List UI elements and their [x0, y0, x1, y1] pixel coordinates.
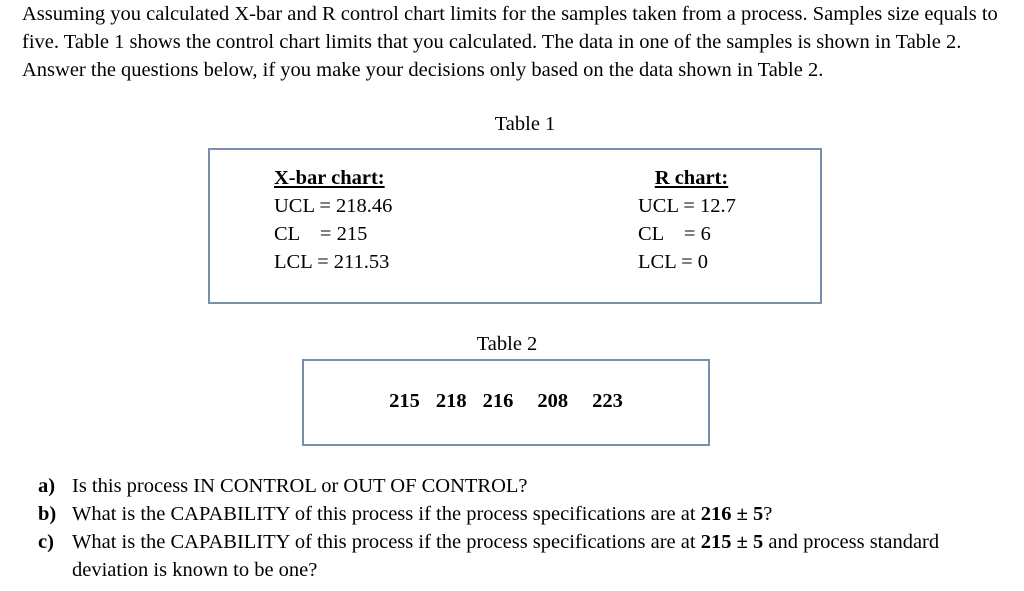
sample-value: 223: [592, 390, 623, 412]
question-label: a): [38, 475, 56, 497]
r-ucl: UCL = 12.7: [638, 195, 736, 217]
table2-sample-data: [302, 359, 710, 446]
r-cl: CL = 6: [638, 223, 711, 245]
table1-caption: Table 1: [494, 113, 556, 135]
question-label: c): [38, 531, 54, 553]
question-label: b): [38, 503, 57, 525]
table2-caption: Table 2: [476, 333, 538, 355]
sample-value: 215: [389, 390, 420, 412]
table1-control-limits: [208, 148, 822, 304]
spec-value: 215 ± 5: [700, 531, 764, 553]
xbar-lcl: LCL = 211.53: [274, 251, 390, 273]
xbar-chart-header: X-bar chart:: [274, 167, 385, 189]
questions-list: [38, 472, 998, 584]
r-lcl: LCL = 0: [638, 251, 709, 273]
question-tail: ?: [763, 503, 773, 525]
sample-values: [304, 387, 708, 415]
intro-paragraph: Assuming you calculated X-bar and R control chart limits for the samples taken from a process. Samples size equals to five. Table 1 shows the control chart limits that you calculated. The data in one of the samples is shown in Table 2. Answer the questions below, if you make your decisions only based on the data shown in Table 2.: [22, 3, 998, 81]
question-b: [38, 500, 998, 528]
r-chart-limits: [634, 164, 749, 276]
question-text: What is the CAPABILITY of this process if the process specifications are at: [72, 503, 701, 525]
question-a: [38, 472, 998, 500]
sample-value: 216: [482, 390, 514, 412]
question-text: What is the CAPABILITY of this process if the process specifications are at: [72, 531, 701, 553]
xbar-cl: CL = 215: [274, 223, 368, 245]
question-c: [38, 528, 998, 584]
spec-value: 216 ± 5: [700, 503, 764, 525]
question-tail: and process standard deviation is known to be one?: [72, 531, 940, 581]
sample-value: 218: [435, 390, 467, 412]
question-text: Is this process IN CONTROL or OUT OF CONTROL?: [72, 475, 528, 497]
xbar-ucl: UCL = 218.46: [274, 195, 393, 217]
sample-value: 208: [537, 390, 569, 412]
r-chart-header: R chart:: [654, 167, 729, 189]
xbar-chart-limits: [274, 164, 392, 276]
